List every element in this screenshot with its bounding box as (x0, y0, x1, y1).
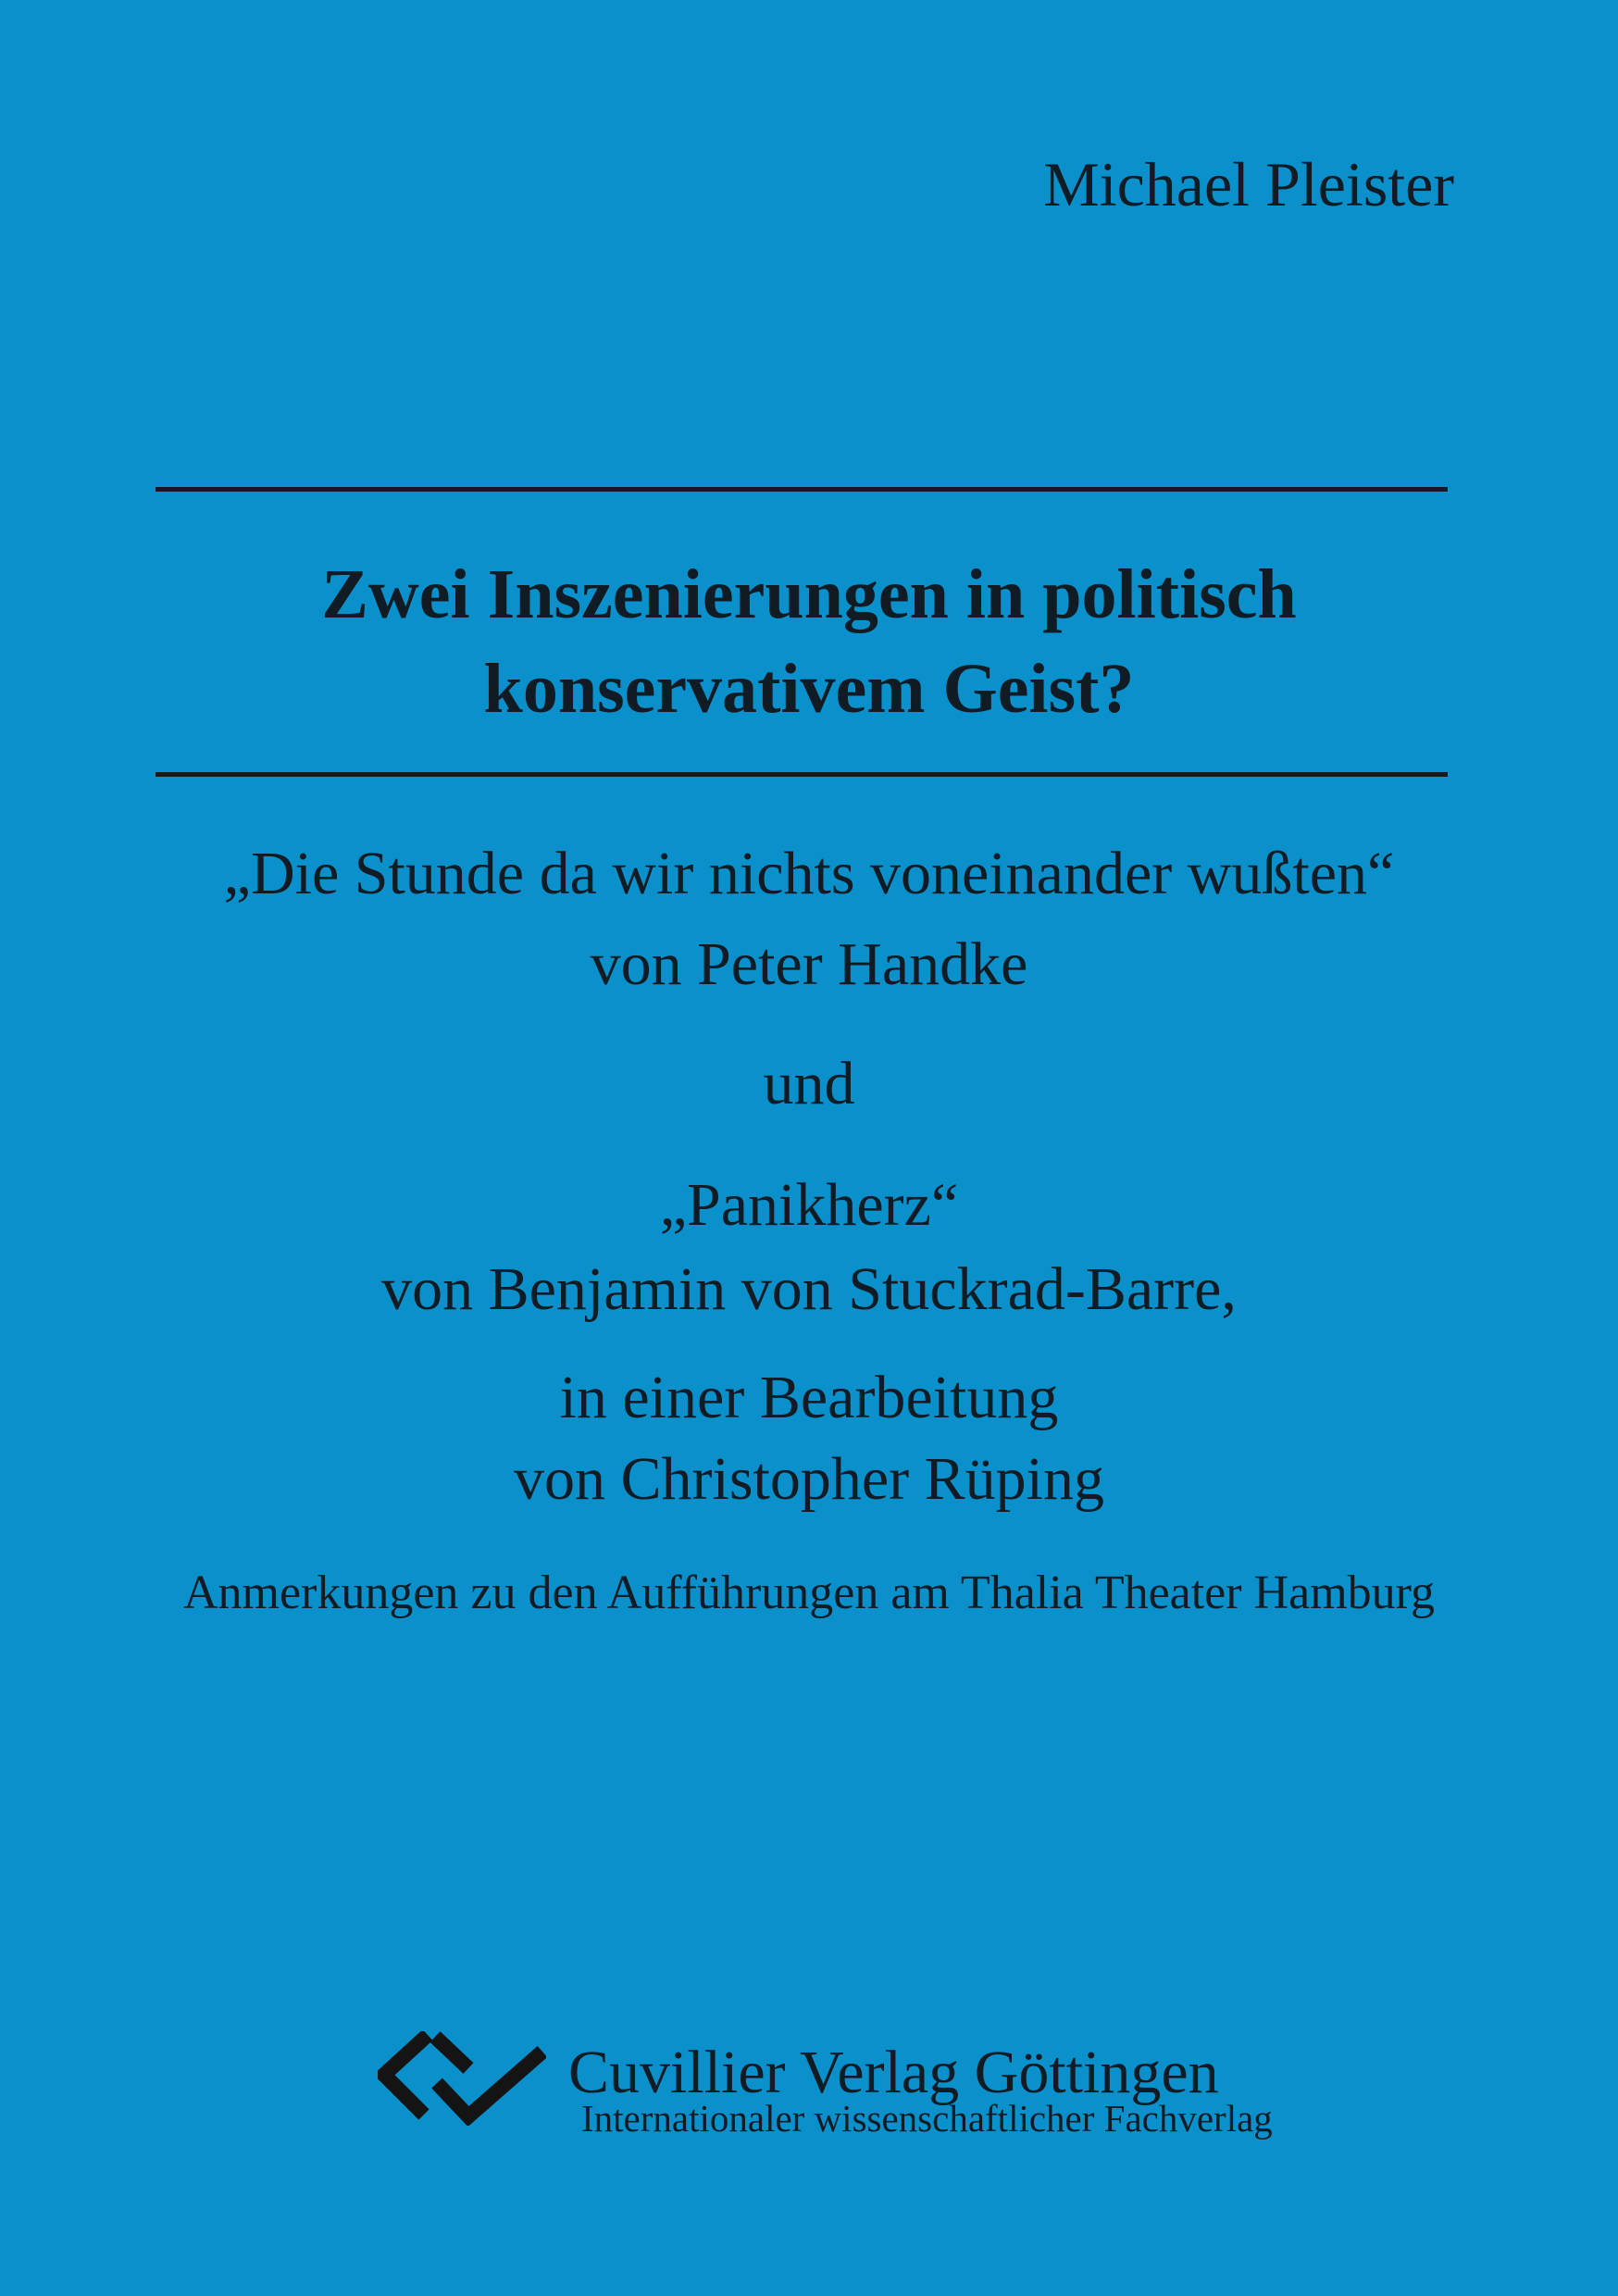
title-rule-bottom (156, 772, 1448, 777)
publisher-block (0, 2018, 1618, 2185)
connector-und: und (763, 1050, 855, 1117)
publisher-tagline: Internationaler wissenschaftlicher Fachverlag (581, 2097, 1273, 2140)
cover-subtitle: Anmerkungen zu den Aufführungen am Thalia Theater Hamburg (182, 1566, 1436, 1619)
cuvillier-logo-icon (378, 2031, 546, 2126)
logo-left-chevron (384, 2035, 428, 2115)
book-title (0, 547, 1618, 736)
work2-author: von Benjamin von Stuckrad-Barre, (381, 1255, 1237, 1323)
title-rule-top (156, 487, 1448, 492)
author-name: Michael Pleister (1043, 149, 1454, 219)
title-line-2: konservativem Geist? (483, 650, 1135, 728)
title-line-1: Zwei Inszenierungen in politisch (321, 555, 1297, 633)
adaptation-line-1: in einer Bearbeitung (559, 1364, 1059, 1431)
logo-top-right-stroke (435, 2037, 468, 2068)
work2-title: „Panikherz“ (659, 1171, 959, 1239)
publisher-name: Cuvillier Verlag Göttingen (568, 2039, 1219, 2106)
work1-title: „Die Stunde da wir nichts voneinander wußten“ (223, 840, 1395, 907)
adaptation-line-2: von Christopher Rüping (514, 1445, 1104, 1513)
work1-author: von Peter Handke (590, 930, 1028, 998)
